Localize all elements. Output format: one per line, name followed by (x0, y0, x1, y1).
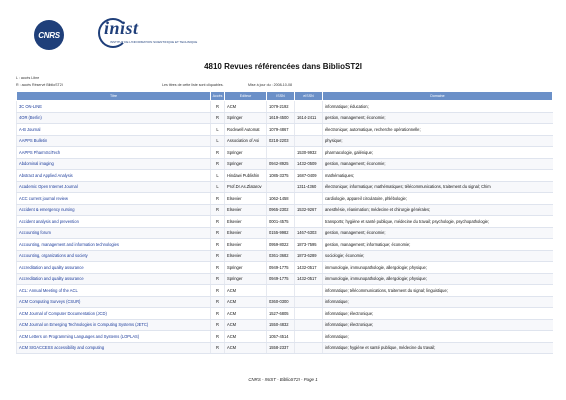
access-type: R (211, 285, 225, 297)
publisher: ACM (225, 308, 267, 320)
eissn (295, 296, 323, 308)
issn: 0361-3682 (267, 250, 295, 262)
access-type: R (211, 204, 225, 216)
legend-reserved-access: R : accès Réservé BiblioST2I (16, 83, 63, 87)
journal-title-link[interactable]: Accreditation and quality assurance (17, 273, 211, 285)
issn: 0965-2302 (267, 204, 295, 216)
access-type: R (211, 262, 225, 274)
legend-free-access: L : accès Libre (16, 76, 40, 80)
inist-tagline: INSTITUT DE L'INFORMATION SCIENTIFIQUE ET TECHNIQUE (110, 40, 198, 44)
publisher: Elsevier (225, 216, 267, 228)
eissn (295, 331, 323, 343)
access-type: R (211, 158, 225, 170)
journal-title-link[interactable]: 4OR (Berlin) (17, 112, 211, 124)
table-row (17, 331, 553, 343)
table-row (17, 250, 553, 262)
discipline: informatique; (323, 331, 553, 343)
issn: 0155-9982 (267, 227, 295, 239)
access-type: R (211, 147, 225, 159)
journal-title-link[interactable]: 3C ON-LINE (17, 101, 211, 113)
publisher: Springer (225, 273, 267, 285)
journal-title-link[interactable]: Accreditation and quality assurance (17, 262, 211, 274)
publisher: ACM (225, 296, 267, 308)
column-header-publisher: Editeur (225, 92, 267, 101)
publisher: Prof.Dr.As.Zlatarov (225, 181, 267, 193)
issn: 0949-1775 (267, 273, 295, 285)
journal-title-link[interactable]: AAPPS PharmSciTech (17, 147, 211, 159)
discipline: informatique; électronique; (323, 319, 553, 331)
eissn: 1432-0517 (295, 262, 323, 274)
inist-logo-word: inist (104, 18, 139, 38)
table-row (17, 124, 553, 136)
discipline: gestion, management; économie; (323, 112, 553, 124)
publisher: Association of Asi (225, 135, 267, 147)
table-row (17, 112, 553, 124)
table-row (17, 216, 553, 228)
journal-title-link[interactable]: A-B Journal (17, 124, 211, 136)
access-type: R (211, 250, 225, 262)
table-row (17, 170, 553, 182)
eissn: 1687-0409 (295, 170, 323, 182)
journal-title-link[interactable]: ACM Computing Surveys (CSUR) (17, 296, 211, 308)
journal-title-link[interactable]: ACL: Annual Meeting of the ACL (17, 285, 211, 297)
table-row (17, 239, 553, 251)
column-header-discipline: Domaine (323, 92, 553, 101)
table-row (17, 101, 553, 113)
access-type: R (211, 193, 225, 205)
eissn (295, 124, 323, 136)
issn: 1062-1458 (267, 193, 295, 205)
access-type: L (211, 135, 225, 147)
eissn: 1614-2411 (295, 112, 323, 124)
journals-table (16, 91, 553, 354)
discipline: immunologie, immunopathologie, allergologie; physique; (323, 262, 553, 274)
discipline: gestion, management; informatique; économie; (323, 239, 553, 251)
access-type: R (211, 216, 225, 228)
access-type: L (211, 124, 225, 136)
access-type: R (211, 296, 225, 308)
journal-title-link[interactable]: Accident & emergency nursing (17, 204, 211, 216)
table-row (17, 342, 553, 354)
access-type: L (211, 181, 225, 193)
journal-title-link[interactable]: Abstract and Applied Analysis (17, 170, 211, 182)
discipline: électronique; informatique; mathématiques; télécommunications, traitement du signal; Chim (323, 181, 553, 193)
publisher: ACM (225, 285, 267, 297)
access-type: R (211, 308, 225, 320)
journal-title-link[interactable]: ACM Journal on Emerging Technologies in Computing Systems (JETC) (17, 319, 211, 331)
access-type: R (211, 227, 225, 239)
issn (267, 285, 295, 297)
access-type: R (211, 101, 225, 113)
eissn: 1530-9932 (295, 147, 323, 159)
inist-logo (98, 18, 198, 52)
legend-clickable-note: Les titres de cette liste sont cliquables. (162, 83, 224, 87)
publisher: Rockwell Automat (225, 124, 267, 136)
publisher: Elsevier (225, 227, 267, 239)
discipline: immunologie, immunopathologie, allergologie; physique; (323, 273, 553, 285)
access-type: R (211, 331, 225, 343)
discipline: sociologie; économie; (323, 250, 553, 262)
table-row (17, 319, 553, 331)
table-row (17, 193, 553, 205)
discipline: transports; hygiène et santé publique, médecine du travail; psychologie, psychopathologie; (323, 216, 553, 228)
publisher: Springer (225, 262, 267, 274)
publisher: Springer (225, 158, 267, 170)
publisher: ACM (225, 319, 267, 331)
column-header-eissn: eISSN (295, 92, 323, 101)
table-row (17, 285, 553, 297)
table-row (17, 308, 553, 320)
access-type: R (211, 342, 225, 354)
publisher: Elsevier (225, 193, 267, 205)
publisher: Springer (225, 112, 267, 124)
eissn (295, 342, 323, 354)
issn (267, 147, 295, 159)
publisher: ACM (225, 101, 267, 113)
cnrs-logo: CNRS (34, 20, 64, 50)
discipline: informatique; hygiène et santé publique, médecine du travail; (323, 342, 553, 354)
journal-title-link[interactable]: ACM Letters on Programming Languages and Systems (LOPLAS) (17, 331, 211, 343)
eissn (295, 285, 323, 297)
eissn: 1532-9267 (295, 204, 323, 216)
journal-title-link[interactable]: Abdominal imaging (17, 158, 211, 170)
publisher: Springer (225, 147, 267, 159)
issn (267, 181, 295, 193)
journal-title-link[interactable]: ACM SIGACCESS accessibility and computing (17, 342, 211, 354)
column-header-access: Accès (211, 92, 225, 101)
issn: 0942-8925 (267, 158, 295, 170)
eissn: 1873-7595 (295, 239, 323, 251)
eissn: 1311-4360 (295, 181, 323, 193)
discipline: informatique; (323, 296, 553, 308)
eissn (295, 308, 323, 320)
journal-title-link[interactable]: ACM Journal of Computer Documentation (JCD) (17, 308, 211, 320)
issn: 1550-4832 (267, 319, 295, 331)
table-row (17, 158, 553, 170)
issn: 0001-4575 (267, 216, 295, 228)
issn: 1527-6805 (267, 308, 295, 320)
eissn (295, 319, 323, 331)
journal-title-link[interactable]: Accounting, organizations and society (17, 250, 211, 262)
issn: 1085-3375 (267, 170, 295, 182)
legend-update-date: Mise à jour du : 2008-10-08 (248, 83, 292, 87)
access-type: R (211, 239, 225, 251)
table-row (17, 296, 553, 308)
discipline: mathématiques; (323, 170, 553, 182)
publisher: Elsevier (225, 204, 267, 216)
issn: 1079-4867 (267, 124, 295, 136)
table-row (17, 273, 553, 285)
discipline: physique; (323, 135, 553, 147)
table-row (17, 181, 553, 193)
discipline: gestion, management; économie; (323, 158, 553, 170)
discipline: gestion, management; économie; (323, 227, 553, 239)
journal-title-link[interactable]: ACC current journal review (17, 193, 211, 205)
journal-title-link[interactable]: Accounting, management and information technologies (17, 239, 211, 251)
issn: 1057-4514 (267, 331, 295, 343)
discipline: cardiologie, appareil circulatoire, phlébologie; (323, 193, 553, 205)
issn: 0959-8022 (267, 239, 295, 251)
access-type: R (211, 319, 225, 331)
issn: 0949-1775 (267, 262, 295, 274)
table-row (17, 135, 553, 147)
column-header-issn: ISSN (267, 92, 295, 101)
eissn: 1432-0509 (295, 158, 323, 170)
publisher: Elsevier (225, 250, 267, 262)
publisher: ACM (225, 342, 267, 354)
table-row (17, 227, 553, 239)
journal-title-link[interactable]: Accident analysis and prevention (17, 216, 211, 228)
discipline: anesthésie, réanimation; médecine et chirurgie générales; (323, 204, 553, 216)
eissn (295, 216, 323, 228)
eissn (295, 101, 323, 113)
publisher: Elsevier (225, 239, 267, 251)
eissn: 1432-0517 (295, 273, 323, 285)
table-header-row (17, 92, 553, 101)
publisher: Hindawi Publishin (225, 170, 267, 182)
journal-title-link[interactable]: Accounting forum (17, 227, 211, 239)
issn: 0360-0300 (267, 296, 295, 308)
legend-line-2 (16, 83, 292, 87)
eissn: 1467-6303 (295, 227, 323, 239)
access-type: R (211, 112, 225, 124)
access-type: R (211, 273, 225, 285)
eissn: 1873-6289 (295, 250, 323, 262)
discipline: informatique; électronique; (323, 308, 553, 320)
eissn (295, 135, 323, 147)
table-row (17, 204, 553, 216)
discipline: électronique; automatique, recherche opérationnelle; (323, 124, 553, 136)
journal-title-link[interactable]: AAPPS Bulletin (17, 135, 211, 147)
table-row (17, 147, 553, 159)
table-row (17, 262, 553, 274)
access-type: L (211, 170, 225, 182)
journal-title-link[interactable]: Academic Open Internet Journal (17, 181, 211, 193)
issn: 1558-2337 (267, 342, 295, 354)
page-title: 4810 Revues référencées dans BiblioST2I (204, 62, 362, 71)
issn: 1619-4500 (267, 112, 295, 124)
discipline: informatique; éducation; (323, 101, 553, 113)
issn: 0218-2203 (267, 135, 295, 147)
publisher: ACM (225, 331, 267, 343)
issn: 1079-2192 (267, 101, 295, 113)
discipline: informatique; télécommunications, traitement du signal; linguistique; (323, 285, 553, 297)
page-footer: CNRS - INIST - BiblioST2I - Page 1 (248, 377, 318, 382)
column-header-title: Titre (17, 92, 211, 101)
discipline: pharmacologie, galénique; (323, 147, 553, 159)
eissn (295, 193, 323, 205)
